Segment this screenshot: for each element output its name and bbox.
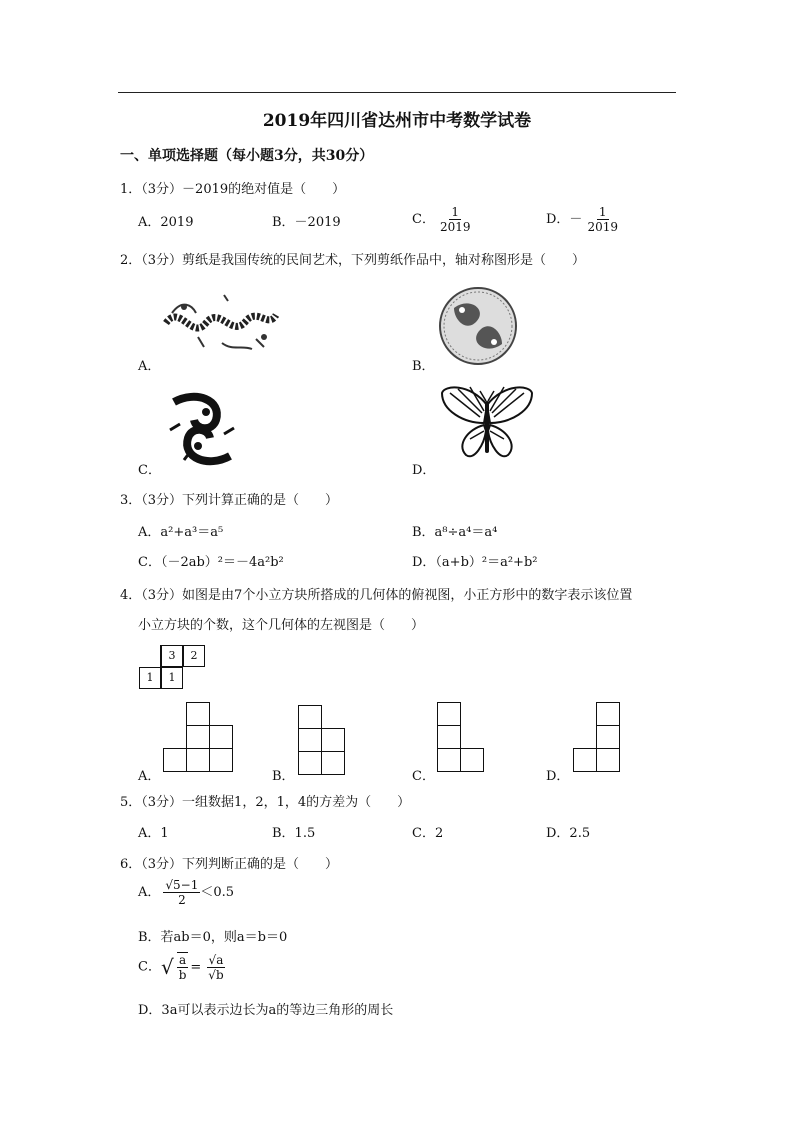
q1-d-fraction: $\frac{1}{2019}$	[587, 205, 618, 234]
q4-option-c[interactable]: C．	[412, 769, 435, 784]
q1-option-a[interactable]: A．2019	[138, 215, 194, 230]
round-fish-papercut-image	[436, 286, 520, 366]
q4-stem-line1: 4．（3分）如图是由7个小立方块所搭成的几何体的俯视图，小正方形中的数字表示该位置	[120, 588, 633, 603]
q2-option-b[interactable]: B．	[412, 359, 435, 374]
q4-option-d[interactable]: D．	[546, 769, 570, 784]
q1-option-c[interactable]	[412, 205, 473, 234]
q3-option-c[interactable]: C．（－2ab）²＝－4a²b²	[138, 555, 284, 570]
q6-option-c[interactable]: C．√ $\frac{a}{b}$ = $\frac{√a}{√b}$	[138, 952, 224, 982]
q6-a-label: A．	[138, 885, 161, 900]
sqrt-sign-icon: √	[160, 955, 174, 979]
q1-option-b[interactable]: B．－2019	[272, 215, 341, 230]
q4-option-b[interactable]: B．	[272, 769, 295, 784]
q5-option-a[interactable]: A．1	[138, 826, 169, 841]
q2-option-d[interactable]: D．	[412, 463, 436, 478]
q6-c-left-fraction: $\frac{a}{b}$	[178, 953, 187, 982]
q1-stem: 1．（3分）－2019的绝对值是（ ）	[120, 182, 346, 197]
page-title: 2019年四川省达州市中考数学试卷	[262, 111, 532, 131]
grid-empty-cell	[139, 645, 161, 667]
q6-stem: 6．（3分）下列判断正确的是（ ）	[120, 857, 339, 872]
q6-c-label: C．	[138, 959, 161, 975]
q3-option-a[interactable]: A．a²+a³＝a⁵	[138, 525, 224, 540]
q6-a-fraction: $\frac{√5-1}{2}$	[165, 878, 199, 907]
q3-option-b[interactable]: B．a⁸÷a⁴＝a⁴	[412, 525, 498, 540]
q1-c-label: C．	[412, 212, 435, 227]
q2-option-c[interactable]: C．	[138, 463, 161, 478]
grid-cell: 1	[139, 667, 161, 689]
q6-c-right-fraction: $\frac{√a}{√b}$	[208, 952, 224, 982]
q5-option-d[interactable]: D．2.5	[546, 826, 591, 841]
q6-a-tail: ＜0.5	[200, 885, 235, 900]
swirl-fish-papercut-image	[166, 390, 238, 468]
q1-option-d[interactable]	[546, 205, 620, 234]
q6-option-a[interactable]	[138, 878, 234, 907]
header-rule	[118, 92, 676, 93]
q2-stem: 2．（3分）剪纸是我国传统的民间艺术，下列剪纸作品中，轴对称图形是（ ）	[120, 253, 586, 268]
q3-stem: 3．（3分）下列计算正确的是（ ）	[120, 493, 339, 508]
grid-cell: 1	[161, 667, 183, 689]
q5-option-c[interactable]: C．2	[412, 826, 444, 841]
butterfly-papercut-image	[440, 383, 534, 463]
q6-option-b[interactable]: B．若ab＝0，则a＝b＝0	[138, 930, 288, 945]
section-heading: 一、单项选择题（每小题3分，共30分）	[120, 148, 374, 164]
q1-d-label: D．－	[546, 212, 583, 227]
q4-stem-line2: 小立方块的个数，这个几何体的左视图是（ ）	[138, 618, 425, 633]
q6-option-d[interactable]: D．3a可以表示边长为a的等边三角形的周长	[138, 1003, 394, 1018]
grid-cell: 2	[183, 645, 205, 667]
grid-cell: 3	[161, 645, 183, 667]
q2-option-a[interactable]: A．	[138, 359, 161, 374]
q5-option-b[interactable]: B．1.5	[272, 826, 316, 841]
q1-c-fraction: $\frac{1}{2019}$	[439, 205, 471, 234]
q3-option-d[interactable]: D．（a+b）²＝a²+b²	[412, 555, 538, 570]
q5-stem: 5．（3分）一组数据1，2，1，4的方差为（ ）	[120, 795, 411, 810]
dragon-papercut-image	[162, 293, 280, 355]
q4-option-a[interactable]: A．	[138, 769, 161, 784]
